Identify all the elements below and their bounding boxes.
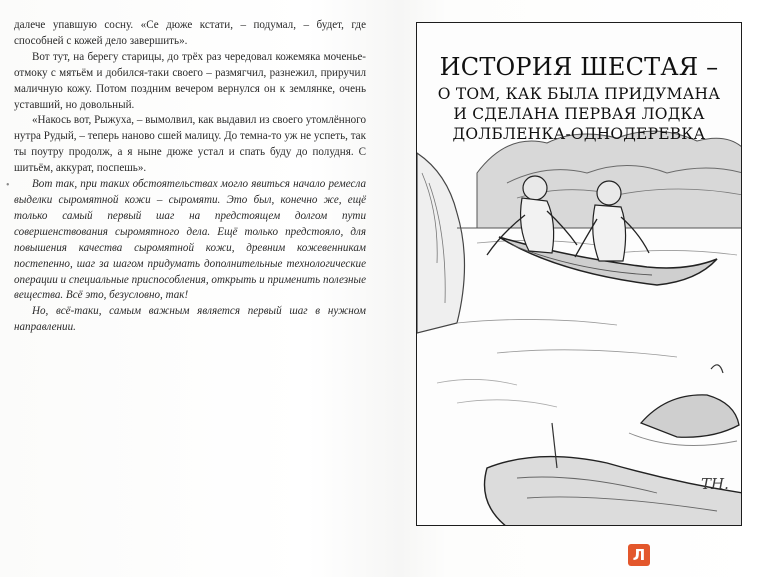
chapter-illustration-plate	[416, 22, 742, 526]
paragraph: «Накось вот, Рыжуха, – вымолвил, как выдавил из своего утомлённого нутра Рудый, – теперь наново сшей малицу. До темна-то уж не успеть, так ты поутру продолж, а я ныне дюже устал и спать буду до полудня. С шитьём, аккурат, поспешь».	[14, 114, 366, 175]
chapter-subtitle-line: ДОЛБЛЕНКА-ОДНОДЕРЕВКА	[452, 125, 706, 143]
publisher-logo: Л	[628, 544, 650, 566]
artist-signature: ТН.	[701, 475, 729, 493]
chapter-subtitle-line: И СДЕЛАНА ПЕРВАЯ ЛОДКА	[453, 105, 705, 123]
left-page-text	[14, 18, 366, 336]
paragraph-italic: Вот так, при таких обстоятельствах могло явиться начало ремесла выделки сыромятной кожи – сыромяти. Это был, конечно же, ещё только самый первый шаг на предстоящем долгом пути совершенствования сыромятного дела. Ещё только предстояло, для повышения качества сыромятной кожи, древним кожевенникам постепенно, шаг за шагом придумать дополнительные технологические операции и специальные приспособления, открыть и применить полезные вещества. Всё это, безусловно, так!	[14, 178, 366, 302]
paragraph-italic: Но, всё-таки, самым важным является первый шаг в нужном направлении.	[14, 305, 366, 334]
margin-mark: •	[6, 180, 10, 191]
chapter-subtitle-line: О ТОМ, КАК БЫЛА ПРИДУМАНА	[437, 85, 721, 103]
paragraph: далече упавшую сосну. «Се дюже кстати, – подумал, – будет, где способней с кожей дело завершить».	[14, 19, 366, 47]
chapter-title: ИСТОРИЯ ШЕСТАЯ –	[439, 53, 719, 81]
paragraph: Вот тут, на берегу старицы, до трёх раз чередовал кожемяка моченье-отмоку с мятьём и добился-таки своего – размягчил, разнежил, приручил маличную кожу. Потом поздним вечером вернулся он к землянке, очень уставший, но довольный.	[14, 50, 366, 111]
